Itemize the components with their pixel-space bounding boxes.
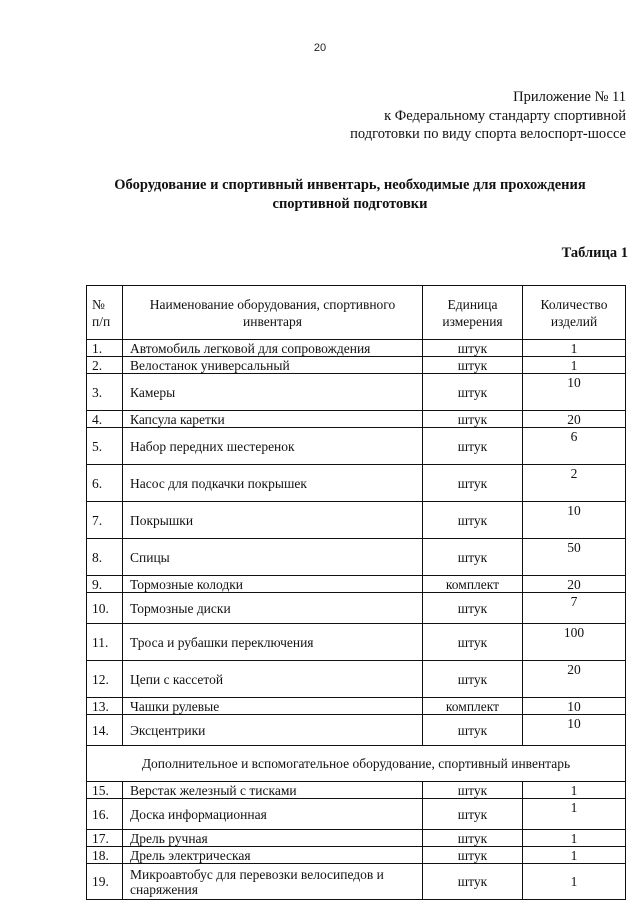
row-name: Капсула каретки (123, 411, 423, 428)
row-unit: штук (423, 539, 523, 576)
row-number: 15. (87, 782, 123, 799)
row-number: 13. (87, 698, 123, 715)
table-row (87, 782, 626, 799)
row-unit: штук (423, 502, 523, 539)
row-number: 12. (87, 661, 123, 698)
header-text: Наименование оборудования, спортивного (149, 296, 396, 312)
row-name: Камеры (123, 374, 423, 411)
row-name: Дрель ручная (123, 830, 423, 847)
row-unit: штук (423, 782, 523, 799)
row-unit: штук (423, 799, 523, 830)
row-name-line: Микроавтобус для перевозки велосипедов и (130, 866, 384, 882)
appendix-heading (350, 88, 626, 144)
row-name-line: снаряжения (130, 881, 198, 897)
appendix-line: Приложение № 11 (513, 89, 626, 105)
row-quantity: 100 (523, 624, 626, 661)
appendix-line: подготовки по виду спорта велоспорт-шоссе (350, 126, 626, 142)
table-row (87, 864, 626, 900)
table-row (87, 411, 626, 428)
row-number: 8. (87, 539, 123, 576)
row-number: 17. (87, 830, 123, 847)
row-quantity: 1 (523, 847, 626, 864)
table-row (87, 593, 626, 624)
row-name: Чашки рулевые (123, 698, 423, 715)
row-number: 11. (87, 624, 123, 661)
row-unit: комплект (423, 576, 523, 593)
row-name: Покрышки (123, 502, 423, 539)
row-quantity: 20 (523, 576, 626, 593)
row-name: Набор передних шестеренок (123, 428, 423, 465)
table-row (87, 502, 626, 539)
table-header-row (87, 286, 626, 340)
row-unit: штук (423, 715, 523, 746)
row-quantity: 1 (523, 782, 626, 799)
row-quantity: 1 (523, 799, 626, 830)
row-unit: штук (423, 847, 523, 864)
equipment-table (86, 285, 626, 900)
row-unit: штук (423, 661, 523, 698)
row-name: Верстак железный с тисками (123, 782, 423, 799)
row-quantity: 20 (523, 411, 626, 428)
row-number: 5. (87, 428, 123, 465)
row-name: Автомобиль легковой для сопровождения (123, 340, 423, 357)
row-quantity: 1 (523, 357, 626, 374)
row-quantity: 6 (523, 428, 626, 465)
row-unit: штук (423, 624, 523, 661)
row-name: Доска информационная (123, 799, 423, 830)
row-quantity: 10 (523, 715, 626, 746)
row-quantity: 10 (523, 374, 626, 411)
row-name: Троса и рубашки переключения (123, 624, 423, 661)
header-text: инвентаря (243, 313, 302, 329)
row-name: Тормозные диски (123, 593, 423, 624)
header-text: изделий (550, 313, 598, 329)
header-quantity (523, 286, 626, 340)
row-number: 4. (87, 411, 123, 428)
row-number: 19. (87, 864, 123, 900)
row-number: 10. (87, 593, 123, 624)
row-name (123, 864, 423, 900)
row-unit: штук (423, 340, 523, 357)
row-unit: штук (423, 864, 523, 900)
appendix-line: к Федеральному стандарту спортивной (384, 107, 626, 124)
row-quantity: 20 (523, 661, 626, 698)
header-text: Единица (447, 296, 498, 312)
table-label: Таблица 1 (561, 245, 628, 261)
table-row (87, 830, 626, 847)
row-number: 16. (87, 799, 123, 830)
table-row (87, 357, 626, 374)
row-name: Велостанок универсальный (123, 357, 423, 374)
row-quantity: 10 (523, 698, 626, 715)
header-name (123, 286, 423, 340)
row-number: 9. (87, 576, 123, 593)
row-unit: штук (423, 465, 523, 502)
table-section-row (87, 746, 626, 782)
table-row (87, 465, 626, 502)
table-row (87, 428, 626, 465)
row-quantity: 10 (523, 502, 626, 539)
row-unit: штук (423, 593, 523, 624)
document-title (70, 176, 630, 214)
row-name: Спицы (123, 539, 423, 576)
header-text: п/п (92, 313, 111, 329)
row-quantity: 1 (523, 830, 626, 847)
page-number: 20 (313, 42, 327, 54)
row-unit: штук (423, 830, 523, 847)
row-quantity: 50 (523, 539, 626, 576)
title-line: спортивной подготовки (272, 196, 428, 212)
table-row (87, 624, 626, 661)
row-unit: штук (423, 428, 523, 465)
row-name: Насос для подкачки покрышек (123, 465, 423, 502)
row-quantity: 1 (523, 864, 626, 900)
table-row (87, 539, 626, 576)
header-text: Количество (540, 296, 608, 312)
row-number: 2. (87, 357, 123, 374)
row-quantity: 7 (523, 593, 626, 624)
row-number: 1. (87, 340, 123, 357)
header-text: № (92, 296, 105, 312)
row-unit: штук (423, 374, 523, 411)
header-unit (423, 286, 523, 340)
header-text: измерения (442, 313, 503, 329)
row-number: 6. (87, 465, 123, 502)
row-number: 3. (87, 374, 123, 411)
row-name: Тормозные колодки (123, 576, 423, 593)
row-unit: штук (423, 411, 523, 428)
table-row (87, 799, 626, 830)
row-unit: комплект (423, 698, 523, 715)
row-name: Цепи с кассетой (123, 661, 423, 698)
row-number: 7. (87, 502, 123, 539)
row-number: 14. (87, 715, 123, 746)
table-row (87, 715, 626, 746)
table-row (87, 576, 626, 593)
row-quantity: 2 (523, 465, 626, 502)
row-name: Эксцентрики (123, 715, 423, 746)
table-row (87, 661, 626, 698)
row-number: 18. (87, 847, 123, 864)
table-row (87, 847, 626, 864)
header-number (87, 286, 123, 340)
table-row (87, 340, 626, 357)
row-unit: штук (423, 357, 523, 374)
row-quantity: 1 (523, 340, 626, 357)
table-row (87, 374, 626, 411)
row-name: Дрель электрическая (123, 847, 423, 864)
section-title: Дополнительное и вспомогательное оборудование, спортивный инвентарь (87, 746, 626, 782)
table-row (87, 698, 626, 715)
title-line: Оборудование и спортивный инвентарь, необходимые для прохождения (114, 177, 586, 193)
